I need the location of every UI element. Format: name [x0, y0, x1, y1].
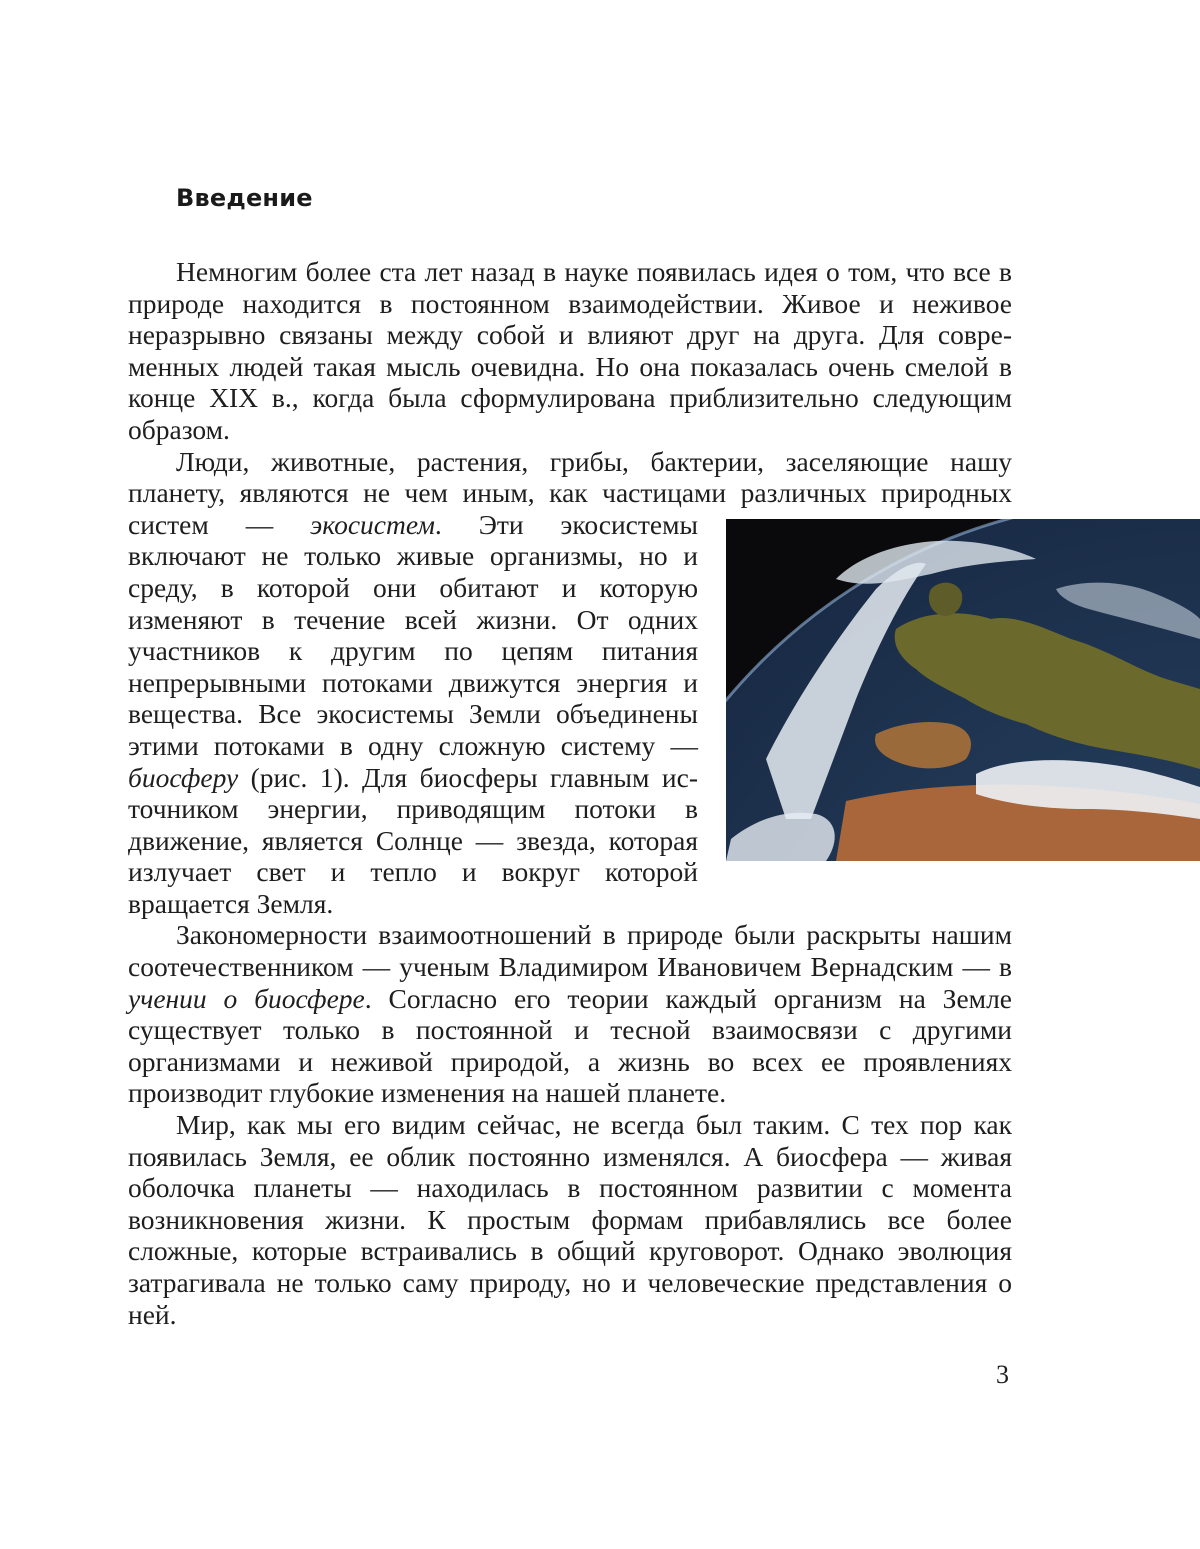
figure-earth-photo: [726, 519, 1200, 877]
page-number: 3: [996, 1360, 1009, 1389]
paragraph-4: Мир, как мы его видим сейчас, не всегда был таким. С тех пор как появилась Земля, ее облик постоянно изменялся. А биосфера — живая оболочка планеты — находилась в постоянном развитии с момента возникновения жизни. К простым формам прибавлялись все более сложные, которые встраивались в общий круговорот. Однако эволюция затрагивала не только саму природу, но и человеческие представления о ней.: [128, 1109, 1012, 1330]
earth-from-space-image: [726, 519, 1200, 861]
term-ecosystems: экосистем: [310, 508, 435, 540]
paragraph-3: [128, 919, 1012, 1109]
paragraph-3-after: . Согласно его теории каждый организм на Земле существует только в постоянной и тесной взаимосвязи с другими организмами и неживой природой, а жизнь во всех ее проявлениях производит глубокие изменения на нашей планете.: [128, 982, 1012, 1109]
paragraph-1: Немногим более ста лет назад в науке появилась идея о том, что все в природе находится в постоянном взаимодействии. Живое и неживое неразрывно связаны между собой и влияют друг на друга. Для современных людей такая мысль очевидна. Но она показалась очень смелой в конце XIX в., когда была сформулирована приблизительно следующим образом.: [128, 256, 1012, 445]
section-heading: Введение: [176, 184, 313, 212]
paragraph-2-middle: . Эти экосистемы включают не только живые организмы, но и среду, в которой они обитают и которую изменяют в течение всей жизни. От одних участников к другим по цепям питания непрерывными потоками движутся энергия и вещества. Все экосистемы Земли объединены этими потоками в одну сложную систему —: [128, 508, 698, 761]
paragraph-2-after: (рис. 1). Для биосферы главным источником энергии, приводящим потоки в движение, является Солнце — звезда, которая излучает свет и тепло и вокруг которой вращается Земля.: [128, 761, 698, 919]
paragraph-2-before: Люди, животные, растения, грибы, бактерии, заселяющие нашу планету, являются не чем иным, как частицами различных природных систем —: [128, 445, 1012, 540]
paragraph-2: [128, 446, 1012, 920]
term-biosphere: биосферу: [128, 761, 239, 793]
paragraph-3-before: Закономерности взаимоотношений в природе были раскрыты нашим соотечественником — ученым Владимиром Ивановичем Вернадским — в: [128, 919, 1012, 983]
body-text: [128, 256, 1012, 1330]
term-biosphere-teaching: учении о биосфере: [128, 982, 365, 1014]
